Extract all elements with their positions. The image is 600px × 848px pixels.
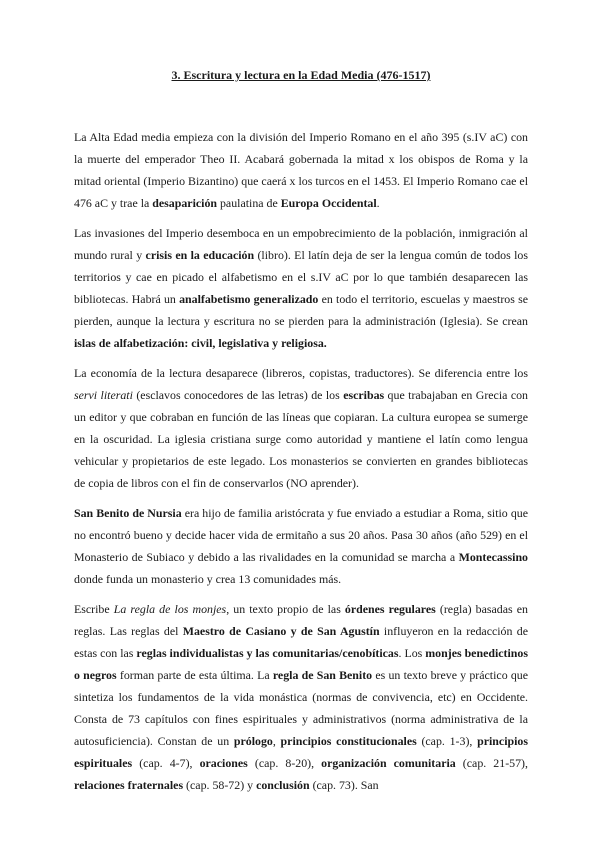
text-run: (libro). El latín deja de ser la lengua común de todos los territorios y cae en picado el alfabetismo en el s.IV aC por lo que también desaparecen las bibliotecas. Habrá un (74, 248, 529, 306)
bold-run: analfabetismo generalizado (179, 292, 319, 306)
bold-run: órdenes regulares (344, 602, 436, 616)
text-run: Escribe (74, 602, 114, 616)
text-run: que trabajaban en Grecia con un editor y que cobraban en función de las líneas que copiaran. La cultura europea se sumerge en la oscuridad. La iglesia cristiana surge como autoridad y mantiene el latín como lengua vehicular y propietarios de este legado. Los monasterios se convierten en grandes bibliotecas de copia de libros con el fin de conservarlos (NO aprender). (74, 388, 528, 490)
bold-run: crisis en la educación (145, 248, 255, 262)
text-run: (regla) basadas en reglas. Las reglas del (74, 602, 528, 638)
bold-run: monjes benedictinos o negros (74, 646, 528, 682)
text-run: era hijo de familia aristócrata y fue enviado a estudiar a Roma, sitio que no encontró bueno y decide hacer vida de ermitaño a sus 20 años. Pasa 30 años (año 529) en el Monasterio de Subiaco y debido a las rivalidades en la comunidad se marcha a (74, 506, 528, 564)
text-run: . Los (398, 646, 426, 660)
bold-run: Montecassino (458, 550, 528, 564)
text-run: es un texto breve y práctico que sintetiza los fundamentos de la vida monástica (normas de convivencia, etc) en Occidente. Consta de 73 capítulos con fines espirituales y administrativos (norma administrativa de la autosuficiencia). Constan de un (74, 668, 529, 748)
bold-run: desaparición (152, 196, 218, 210)
text-run: . (376, 196, 380, 210)
bold-run: principios espirituales (74, 734, 528, 770)
bold-run: reglas individualistas y las comunitarias/cenobíticas (136, 646, 399, 660)
bold-run: escribas (343, 388, 385, 402)
bold-run: organización comunitaria (321, 756, 456, 770)
text-run: , (272, 734, 281, 748)
paragraph-regla-monjes (74, 598, 528, 796)
text-run: , un texto propio de las (226, 602, 345, 616)
text-run: donde funda un monasterio y crea 13 comunidades más. (74, 572, 342, 586)
bold-run: relaciones fraternales (74, 778, 184, 792)
paragraph-san-benito (74, 502, 528, 590)
text-run: en todo el territorio, escuelas y maestros se pierden, aunque la lectura y escritura no se pierden para la administración (Iglesia). Se crean (74, 292, 529, 328)
text-run: (cap. 4-7), (132, 756, 200, 770)
bold-run: Maestro de Casiano y de San Agustín (182, 624, 380, 638)
paragraph-invasiones (74, 222, 528, 354)
bold-run: principios constitucionales (280, 734, 417, 748)
bold-run: San Benito de Nursia (74, 506, 182, 520)
text-run: influyeron en la redacción de estas con las (74, 624, 529, 660)
text-run: (cap. 58-72) y (183, 778, 257, 792)
bold-run: prólogo (233, 734, 273, 748)
text-run: La economía de la lectura desaparece (libreros, copistas, traductores). Se diferencia entre los (74, 366, 528, 380)
text-run: La Alta Edad media empieza con la división del Imperio Romano en el año 395 (s.IV aC) con la muerte del emperador Theo II. Acabará gobernada la mitad x los obispos de Roma y la mitad oriental (Imperio Bizantino) que caerá x los turcos en el 1453. El Imperio Romano cae el 476 aC y trae la (74, 130, 528, 210)
text-run: paulatina de (217, 196, 281, 210)
paragraph-alta-edad-media (74, 126, 528, 214)
italic-run: La regla de los monjes (113, 602, 227, 616)
text-run: forman parte de esta última. La (116, 668, 273, 682)
bold-run: islas de alfabetización: civil, legislativa y religiosa. (74, 336, 327, 350)
bold-run: conclusión (256, 778, 310, 792)
text-run: Las invasiones del Imperio desemboca en un empobrecimiento de la población, inmigración al mundo rural y (74, 226, 528, 262)
paragraph-economia-lectura (74, 362, 528, 494)
text-run: (cap. 21-57), (455, 756, 528, 770)
text-run: (cap. 8-20), (247, 756, 322, 770)
text-run: (esclavos conocedores de las letras) de los (132, 388, 344, 402)
text-run: (cap. 1-3), (416, 734, 478, 748)
bold-run: Europa Occidental (280, 196, 377, 210)
section-title: 3. Escritura y lectura en la Edad Media (476-1517) (171, 68, 431, 82)
text-run: (cap. 73). San (309, 778, 379, 792)
bold-run: oraciones (199, 756, 248, 770)
italic-run: servi literati (74, 388, 133, 402)
bold-run: regla de San Benito (272, 668, 373, 682)
